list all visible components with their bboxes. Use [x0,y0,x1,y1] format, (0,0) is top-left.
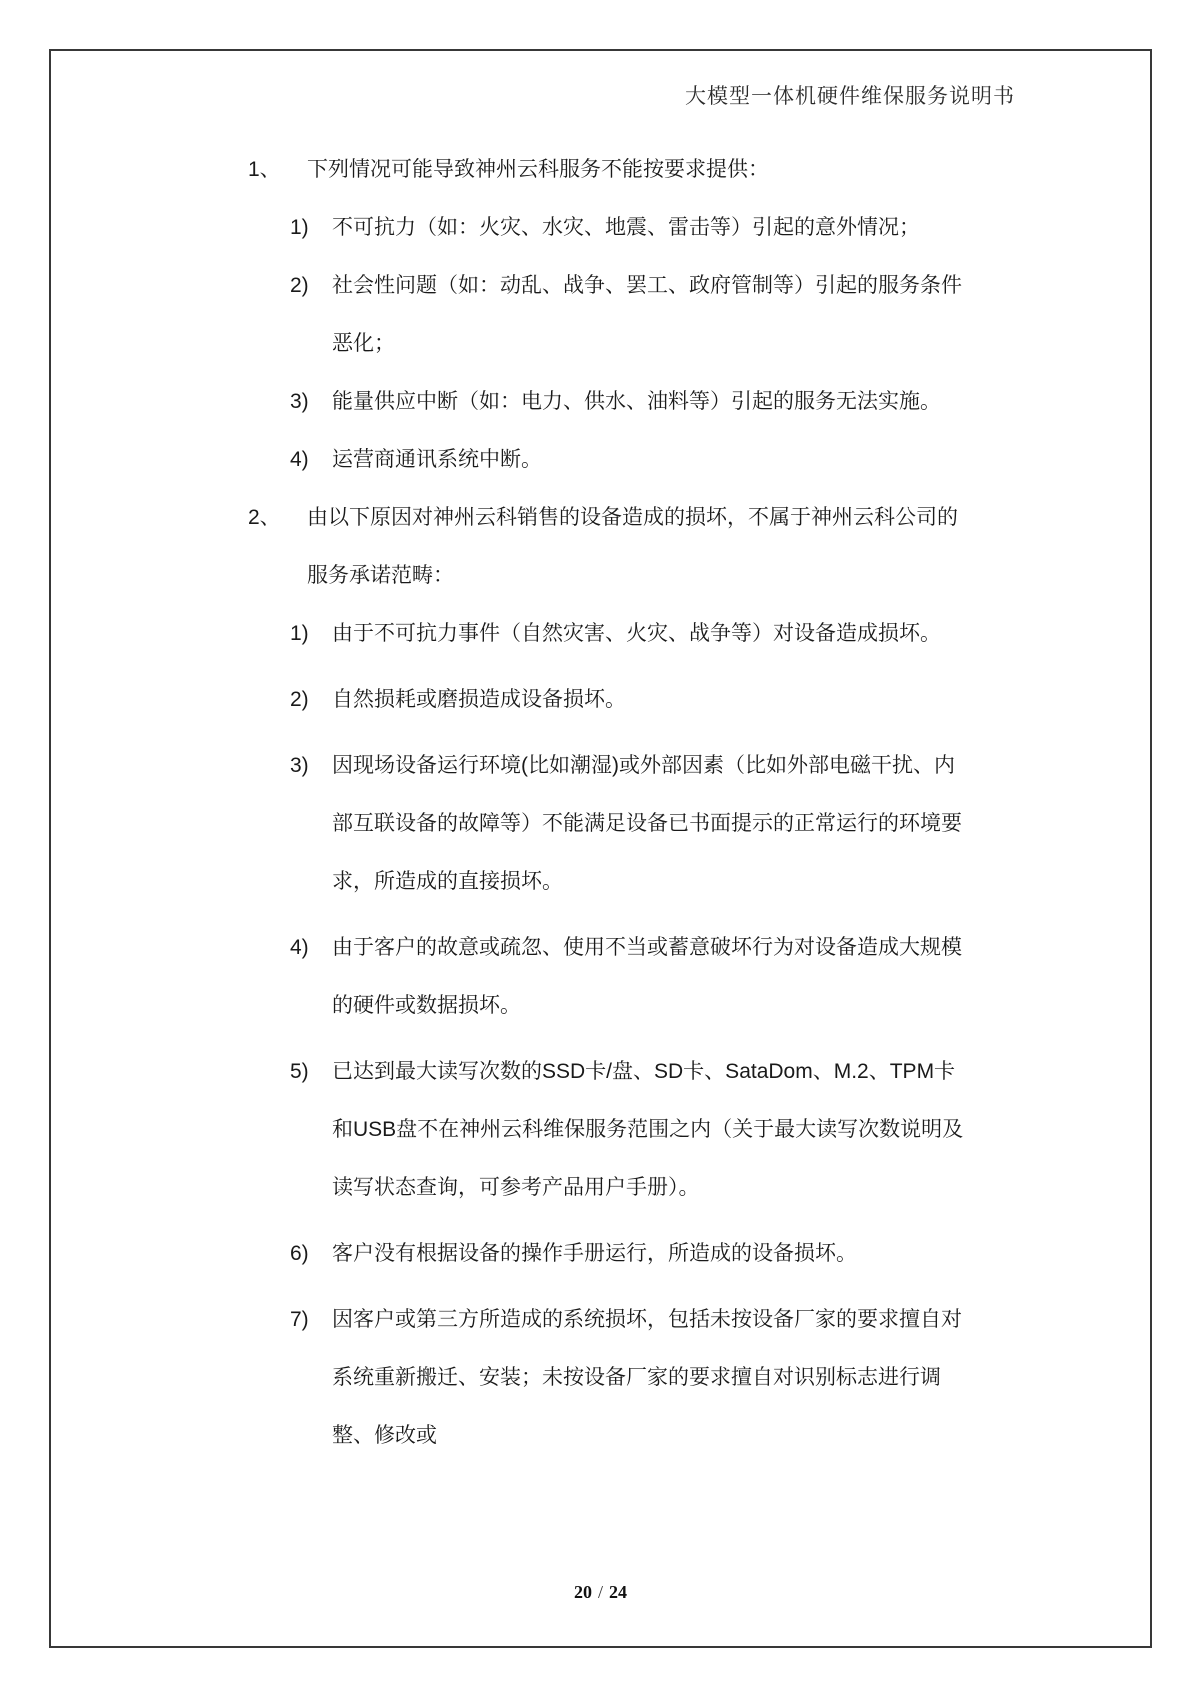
item-text: 因客户或第三方所造成的系统损坏，包括未按设备厂家的要求擅自对系统重新搬迁、安装；未按设备厂家的要求擅自对识别标志进行调整、修改或 [332,1308,962,1447]
item-text: 能量供应中断（如：电力、供水、油料等）引起的服务无法实施。 [332,390,941,413]
document-content [51,141,1150,1465]
header-title: 大模型一体机硬件维保服务说明书 [685,84,1015,108]
section-heading [51,489,1150,605]
section-2-items [51,605,1150,1465]
item-text: 客户没有根据设备的操作手册运行，所造成的设备损坏。 [332,1242,857,1265]
item-text: 由于客户的故意或疏忽、使用不当或蓄意破坏行为对设备造成大规模的硬件或数据损坏。 [332,936,962,1017]
item-number: 3) [290,754,309,777]
document-header [685,83,1015,109]
item-number: 2) [290,688,309,711]
item-number: 1) [290,622,309,645]
list-item [51,1291,1150,1465]
page-number-total: 24 [609,1582,627,1602]
list-item [51,431,1150,489]
list-item [51,1225,1150,1283]
item-text: 社会性问题（如：动乱、战争、罢工、政府管制等）引起的服务条件恶化； [332,274,962,355]
section-text: 由以下原因对神州云科销售的设备造成的损坏，不属于神州云科公司的服务承诺范畴： [307,506,958,587]
section-text: 下列情况可能导致神州云科服务不能按要求提供： [307,158,769,181]
list-item [51,1043,1150,1217]
section-number: 1、 [248,158,281,181]
item-text: 由于不可抗力事件（自然灾害、火灾、战争等）对设备造成损坏。 [332,622,941,645]
item-text: 运营商通讯系统中断。 [332,448,542,471]
list-item [51,199,1150,257]
item-number: 2) [290,274,309,297]
item-number: 3) [290,390,309,413]
item-number: 4) [290,448,309,471]
item-number: 5) [290,1060,309,1083]
list-item [51,671,1150,729]
list-item [51,257,1150,373]
list-item [51,605,1150,663]
page-footer [51,1581,1150,1603]
item-number: 4) [290,936,309,959]
item-text: 自然损耗或磨损造成设备损坏。 [332,688,626,711]
section-heading [51,141,1150,199]
item-number: 6) [290,1242,309,1265]
item-text: 不可抗力（如：火灾、水灾、地震、雷击等）引起的意外情况； [332,216,920,239]
item-number: 1) [290,216,309,239]
item-number: 7) [290,1308,309,1331]
page-number-separator: / [597,1582,603,1602]
list-item [51,919,1150,1035]
page-number-current: 20 [573,1582,592,1602]
item-text: 因现场设备运行环境(比如潮湿)或外部因素（比如外部电磁干扰、内部互联设备的故障等）不能满足设备已书面提示的正常运行的环境要求，所造成的直接损坏。 [332,754,962,893]
list-item [51,737,1150,911]
section-2 [51,489,1150,1465]
section-number: 2、 [248,506,281,529]
section-1 [51,141,1150,489]
item-text: 已达到最大读写次数的SSD卡/盘、SD卡、SataDom、M.2、TPM卡和USB盘不在神州云科维保服务范围之内（关于最大读写次数说明及读写状态查询，可参考产品用户手册）。 [332,1060,964,1199]
section-1-items [51,199,1150,489]
list-item [51,373,1150,431]
page-border [49,49,1152,1648]
